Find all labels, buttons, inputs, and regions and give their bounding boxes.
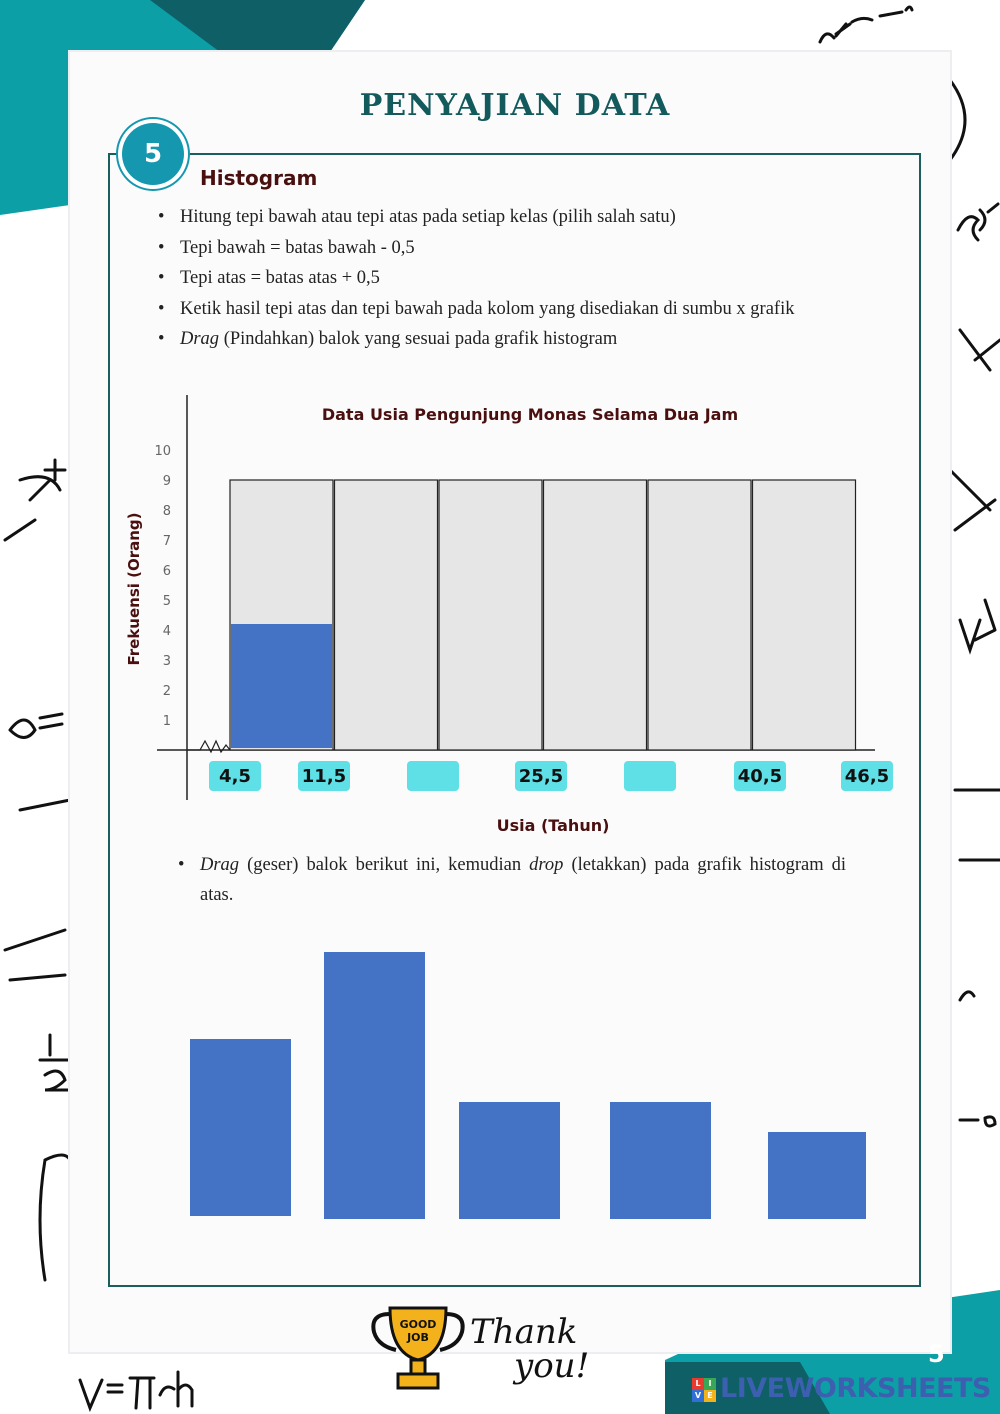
x-edge-label: 46,5 [841,761,893,791]
y-tick-label: 7 [162,534,171,549]
x-edge-label: 11,5 [298,761,350,791]
y-tick-label: 6 [162,564,171,579]
instruction-item [158,324,908,355]
y-tick-label: 4 [162,624,171,639]
chart-title: Data Usia Pengunjung Monas Selama Dua Jam [321,405,739,424]
drag-instruction [178,850,846,910]
x-axis-label: Usia (Tahun) [496,816,610,835]
page-number: 5 [928,1340,945,1368]
instruction-list [158,202,908,355]
instruction-item [158,263,908,294]
draggable-bar[interactable] [190,1039,291,1216]
y-tick-label: 10 [154,444,171,459]
x-edge-input[interactable] [624,761,676,791]
x-edge-label: 4,5 [209,761,261,791]
brand-name: LIVEWORKSHEETS [720,1373,991,1404]
instruction-item [158,233,908,264]
draggable-bar[interactable] [324,952,425,1219]
page-title: PENYAJIAN DATA [359,88,671,123]
x-edge-label: 25,5 [515,761,567,791]
instruction-text: Hitung tepi bawah atau tepi atas pada setiap kelas (pilih salah satu) [180,207,676,227]
emphasis-word: Drag [180,329,220,349]
instruction-text: (Pindahkan) balok yang sesuai pada grafik histogram [223,329,618,349]
x-edge-input[interactable] [407,761,459,791]
y-tick-label: 1 [162,714,171,729]
instruction-text: Tepi atas = batas atas + 0,5 [180,268,380,288]
emphasis-word: drop [529,855,564,875]
instruction-item [158,202,908,233]
instruction-text: (geser) balok berikut ini, kemudian [239,855,530,875]
thank-you-line: Thank [470,1312,578,1352]
section-number-badge: 5 [122,123,184,185]
draggable-bar[interactable] [768,1132,866,1219]
draggable-bar[interactable] [610,1102,711,1219]
y-tick-label: 3 [162,654,171,669]
trophy-text: JOB [407,1331,429,1344]
y-tick-label: 8 [162,504,171,519]
instruction-text: Tepi bawah = batas bawah - 0,5 [180,237,415,258]
thank-you-line: you! [514,1346,590,1386]
draggable-bar[interactable] [459,1102,560,1219]
trophy-icon [368,1300,468,1400]
y-tick-label: 5 [162,594,171,609]
y-axis-label-text: Frekuensi (Orang) [125,512,143,666]
section-title: Histogram [200,166,318,190]
instruction-item [158,294,908,325]
x-edge-label: 40,5 [734,761,786,791]
emphasis-word: Drag [200,855,240,875]
thank-you-text [470,1312,590,1386]
instruction-text: Ketik hasil tepi atas dan tepi bawah pada kolom yang disediakan di sumbu x grafik [180,298,795,319]
trophy-text: GOOD [399,1318,437,1331]
instruction-text: (letakkan) pada grafik histogram di atas. [200,855,846,905]
y-tick-label: 9 [162,474,171,489]
liveworksheets-logo-icon: L I V E [692,1378,716,1402]
y-tick-label: 2 [162,684,171,699]
